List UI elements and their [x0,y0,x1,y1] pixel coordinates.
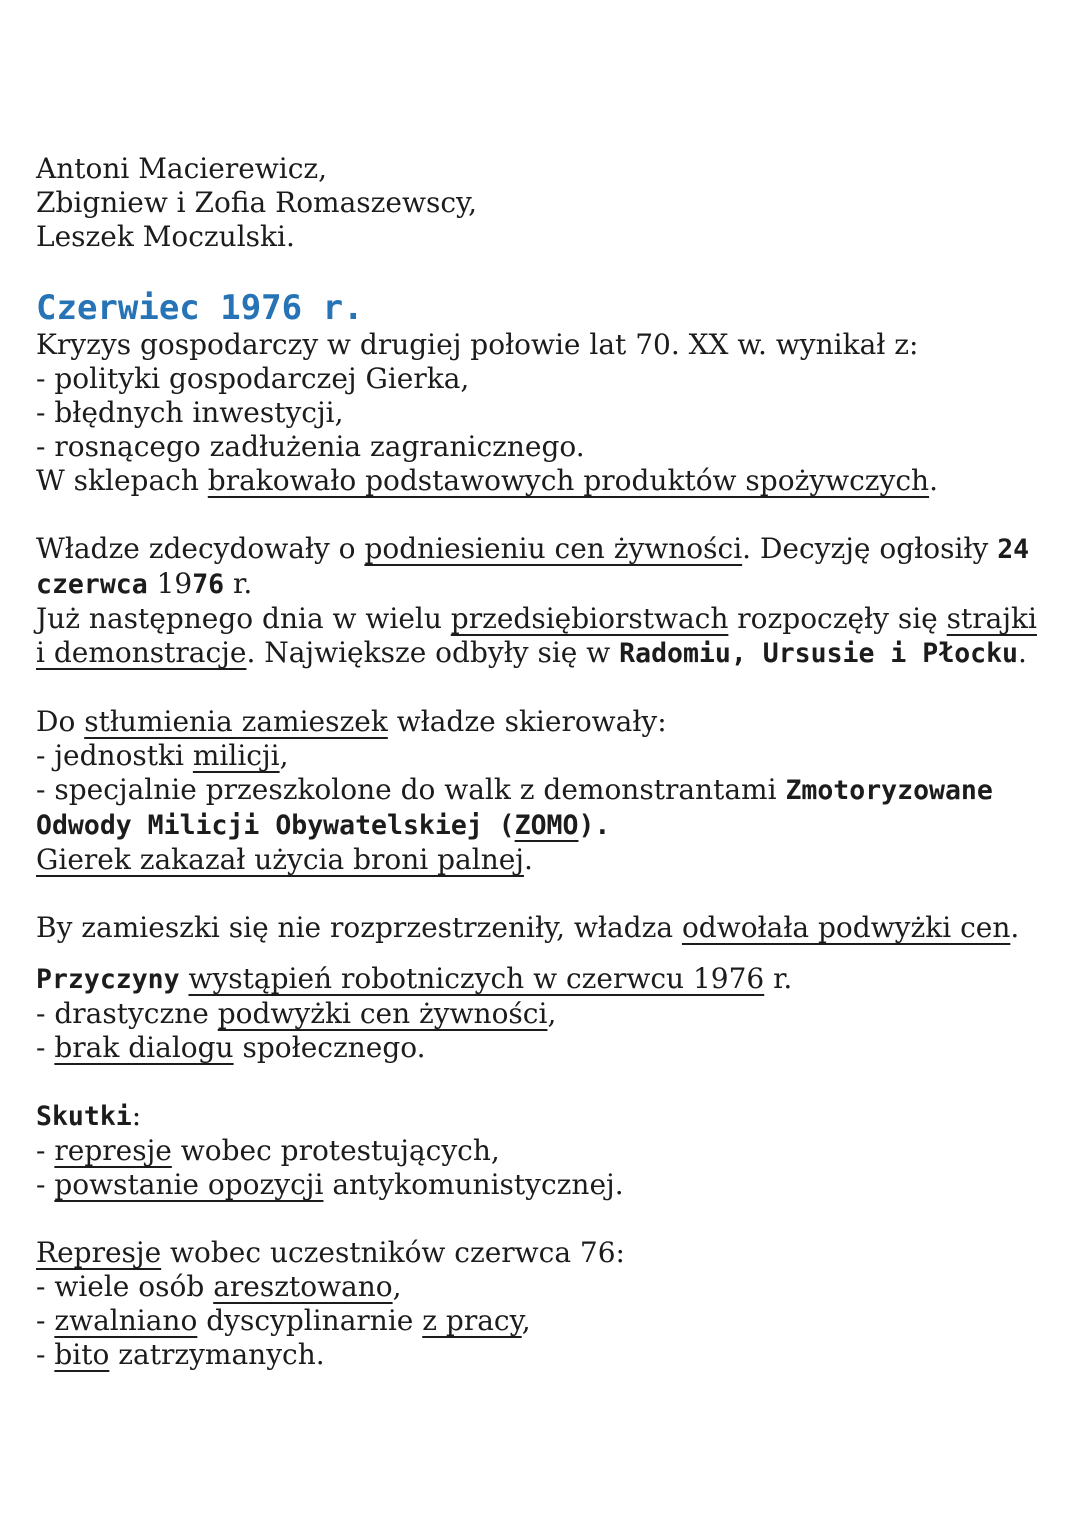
strikes-line-2 [36,636,1046,671]
text-run: . [929,464,938,497]
underlined-text: podwyżki cen żywności [217,997,548,1030]
bold-text: Przyczyny [36,964,180,995]
text-run: - jednostki [36,739,193,772]
text-run: Władze zdecydowały o [36,532,365,565]
text-run: antykomunistycznej. [323,1168,624,1201]
text-run: rozpoczęły się [728,602,947,635]
suppression-item [36,739,1046,773]
text-run: , [392,1270,402,1303]
underlined-text: i demonstracje [36,636,247,669]
text-run: - wiele osób [36,1270,214,1303]
text-run: . Największe odbyły się w [246,636,620,669]
text-run: - [36,1168,55,1201]
strikes-line [36,602,1046,636]
text-run: Już następnego dnia w wielu [36,602,451,635]
bold-text: ). [578,810,611,841]
suppression-item [36,773,1046,808]
underlined-text: milicji [192,739,280,772]
text-run: . Decyzję ogłosiły [742,532,998,565]
repressions-item [36,1270,1046,1304]
suppression-line [36,705,1046,739]
repressions-heading [36,1236,1046,1270]
text-run: , [279,739,289,772]
underlined-text: odwołała podwyżki cen [681,911,1011,944]
crisis-item: - polityki gospodarczej Gierka, [36,362,470,395]
revoke-line [36,911,1046,945]
bold-text: 24 [997,534,1030,565]
text-run: , [547,997,557,1030]
intro-line: Antoni Macierewicz, [36,152,328,185]
effects-heading [36,1099,1046,1134]
text-run: . [524,843,533,876]
text-run: - [36,1338,55,1371]
bold-text: Skutki [36,1101,132,1132]
text-run: Do [36,705,85,738]
crisis-intro: Kryzys gospodarczy w drugiej połowie lat 70. XX w. wynikał z: [36,328,919,361]
prices-line-2 [36,567,1046,602]
underlined-text: Represje [36,1236,162,1269]
document-page [36,152,1046,1372]
underlined-text: Gierek zakazał użycia broni palnej [36,843,524,876]
causes-item [36,997,1046,1031]
text-run: - [36,1031,55,1064]
effects-item [36,1168,1046,1202]
underlined-text: brakowało podstawowych produktów spożywczych [207,464,930,497]
text-run: By zamieszki się nie rozprzestrzeniły, władza [36,911,682,944]
text-run: wobec uczestników czerwca 76: [161,1236,625,1269]
text-run [180,962,189,995]
underlined-text: aresztowano [213,1270,393,1303]
text-run: . [1018,636,1027,669]
text-run: 19 [147,567,193,600]
underlined-text: zwalniano [54,1304,198,1337]
underlined-text: podniesieniu cen żywności [364,532,743,565]
underlined-text: stłumienia zamieszek [84,705,388,738]
text-run: władze skierowały: [387,705,667,738]
underlined-text: powstanie opozycji [54,1168,324,1201]
text-run: społecznego. [233,1031,426,1064]
bold-underlined-text: ZOMO [514,810,579,841]
text-run: . [1010,911,1020,944]
shops-line [36,464,1046,498]
underlined-text: strajki [946,602,1037,635]
bold-text: Radomiu, Ursusie i Płocku [619,638,1019,669]
text-run: - [36,1304,55,1337]
bold-text: Odwody Milicji Obywatelskiej ( [36,810,515,841]
text-run: zatrzymanych. [109,1338,325,1371]
text-run: dyscyplinarnie [197,1304,423,1337]
underlined-text: brak dialogu [54,1031,234,1064]
text-run: - drastyczne [36,997,218,1030]
suppression-item-2 [36,808,1046,843]
text-run: W sklepach [36,464,208,497]
repressions-item [36,1304,1046,1338]
bold-text: czerwca [36,569,148,600]
underlined-text: przedsiębiorstwach [450,602,729,635]
underlined-text: z pracy [422,1304,522,1337]
bold-text: 76 [192,569,225,600]
text-run: r. [764,962,793,995]
intro-line: Leszek Moczulski. [36,220,295,253]
crisis-item: - rosnącego zadłużenia zagranicznego. [36,430,585,463]
crisis-item: - błędnych inwestycji, [36,396,344,429]
underlined-text: bito [54,1338,110,1371]
bold-text: Zmotoryzowane [785,775,993,806]
causes-heading [36,962,1046,997]
text-run: : [131,1099,142,1132]
intro-line: Zbigniew i Zofia Romaszewscy, [36,186,478,219]
repressions-item [36,1338,1046,1372]
causes-item [36,1031,1046,1065]
text-run: - [36,1134,55,1167]
prices-line [36,532,1046,567]
text-run: r. [224,567,253,600]
section-heading: Czerwiec 1976 r. [36,288,364,328]
text-run: wobec protestujących, [171,1134,500,1167]
gierek-line [36,843,1046,877]
effects-item [36,1134,1046,1168]
text-run: - specjalnie przeszkolone do walk z demonstrantami [36,773,786,806]
text-run: , [521,1304,531,1337]
underlined-text: wystąpień robotniczych w czerwcu 1976 [188,962,765,995]
underlined-text: represje [54,1134,172,1167]
